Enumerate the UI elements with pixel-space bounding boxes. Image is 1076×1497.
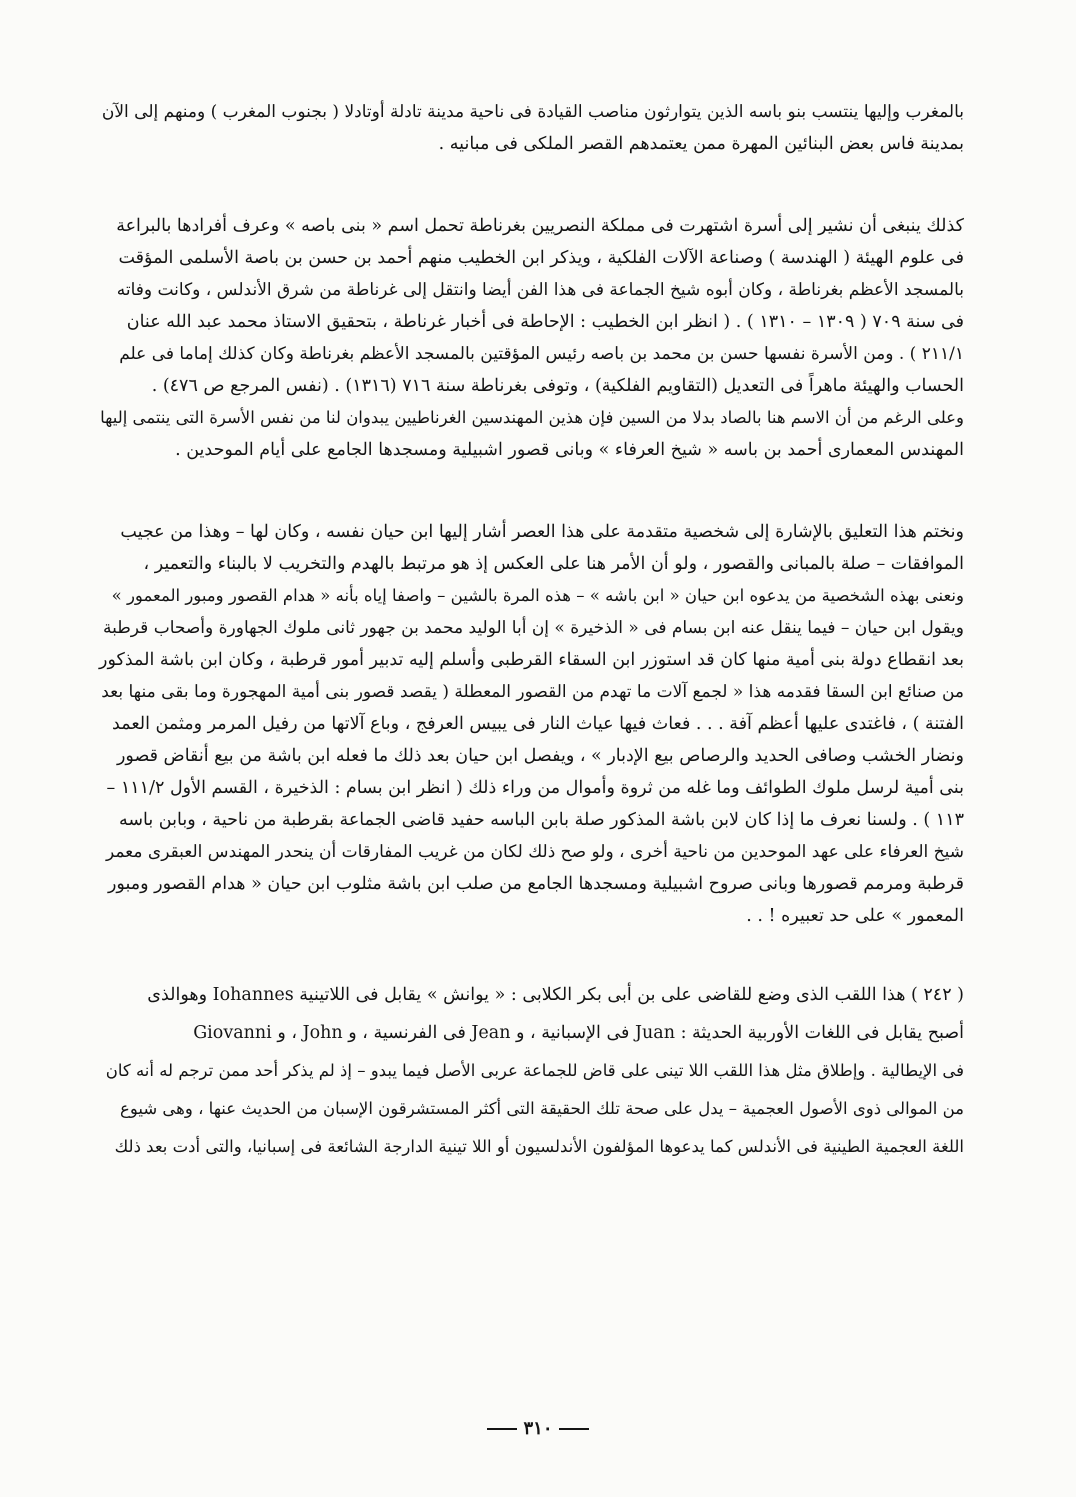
text-line: المعمور » على حد تعبيره ! . . [746, 906, 964, 926]
text-line: بالمغرب وإليها ينتسب بنو باسه الذين يتوارثون مناصب القيادة فى ناحية مدينة تادلة أوتادلا ( بجنوب المغرب ) ومنهم إلى الآن [101, 102, 964, 122]
text-line: ١١٣ ) . ولسنا نعرف ما إذا كان لابن باشة المذكور صلة بابن الباسه حفيد قاضى الجماعة بقرطبة من ناحية ، وبابن باسه [119, 810, 964, 830]
text-line: بالمسجد الأعظم بغرناطة ، وكان أبوه شيخ الجماعة فى هذا الفن أيضا وانتقل إلى غرناطة من شرق الأندلس ، وكانت وفاته [116, 280, 964, 300]
text-line: ونعنى بهذه الشخصية من يدعوه ابن حيان « ابن باشه » – هذه المرة بالشين – واصفا إياه بأنه « هدام القصور ومبور المعمور » [111, 586, 964, 605]
text-line: ويقول ابن حيان – فيما ينقل عنه ابن بسام فى « الذخيرة » إن أبا الوليد محمد بن جهور ثانى ملوك الجهاورة وأصحاب قرطبة [103, 618, 964, 638]
text-line: وعلى الرغم من أن الاسم هنا بالصاد بدلا من السين فإن هذين المهندسين الغرناطيين يبدوان لنا من نفس الأسرة التى ينتمى إليها [100, 408, 964, 427]
text-line: بعد انقطاع دولة بنى أمية منها كان قد استوزر ابن السقاء القرطبى وأسلم إليه تدبير أمور قرطبة ، وكان ابن باشة المذكور [99, 650, 964, 670]
text-line: كذلك ينبغى أن نشير إلى أسرة اشتهرت فى مملكة النصريين بغرناطة تحمل اسم « بنى باصه » وعرف أفرادها بالبراعة [116, 216, 964, 236]
text-line: من صنائع ابن السقا فقدمه هذا « لجمع آلات ما تهدم من القصور المعطلة ( يقصد قصور بنى أمية المهجورة وما بقى منها بعد [101, 682, 964, 702]
text-line: الفتنة ) ، فاغتدى عليها أعظم آفة . . . فعاث فيها عياث النار فى يبيس العرفج ، وباع آلاتها من رفيل المرمر ومثمن العمد [112, 714, 964, 734]
text-line: ٢١١/١ ) . ومن الأسرة نفسها حسن بن محمد بن باصه رئيس المؤقتين بالمسجد الأعظم بغرناطة وكان كذلك إماما فى علم [119, 344, 964, 364]
text-line: المهندس المعمارى أحمد بن باسه « شيخ العرفاء » وبانى قصور اشبيلية ومسجدها الجامع على أيام الموحدين . [175, 440, 964, 460]
text-line: أصبح يقابل فى اللغات الأوربية الحديثة : Juan فى الإسبانية ، و Jean فى الفرنسية ، و John ، و Giovanni [193, 1023, 964, 1043]
text-line: بنى أمية لرسل ملوك الطوائف وما غله من ثروة وأموال من وراء ذلك ( انظر ابن بسام : الذخيرة ، القسم الأول ١١١/٢ – [106, 778, 964, 798]
text-line: الموافقات – صلة بالمبانى والقصور ، ولو أن الأمر هنا على العكس إذ هو مرتبط بالهدم والتخريب لا بالبناء والتعمير ، [143, 554, 964, 574]
text-line: الحساب والهيئة ماهراً فى التعديل (التقاويم الفلكية) ، وتوفى بغرناطة سنة ٧١٦ (١٣١٦) . (نفس المرجع ص ٤٧٦) . [151, 376, 964, 396]
dash-left [487, 1428, 517, 1430]
paragraph-intro [96, 96, 964, 160]
text-line: ونختم هذا التعليق بالإشارة إلى شخصية متقدمة على هذا العصر أشار إليها ابن حيان نفسه ، وكان لها – وهذا من عجيب [120, 522, 964, 542]
text-line: من الموالى ذوى الأصول العجمية – يدل على صحة تلك الحقيقة التى أكثر المستشرقون الإسبان من الحديث عنها ، وهى شيوع [120, 1099, 964, 1118]
text-line: ونضار الخشب وصافى الحديد والرصاص بيع الإدبار » ، ويفصل ابن حيان بعد ذلك ما فعله ابن باشة من بيع أنقاض قصور [116, 746, 964, 766]
text-line: بمدينة فاس بعض البنائين المهرة ممن يعتمدهم القصر الملكى فى مبانيه . [438, 134, 964, 154]
text-line: ( ٢٤٢ ) هذا اللقب الذى وضع للقاضى على بن أبى بكر الكلابى : « يوانش » يقابل فى اللاتينية Iohannes وهوالذى [147, 985, 964, 1005]
text-line: فى سنة ٧٠٩ ( ١٣٠٩ – ١٣١٠ ) . ( انظر ابن الخطيب : الإحاطة فى أخبار غرناطة ، بتحقيق الاستاذ محمد عبد الله عنان [126, 312, 964, 332]
text-line: قرطبة ومرمم قصورها وبانى صروح اشبيلية ومسجدها الجامع من صلب ابن باشة مثلوب ابن حيان « هدام القصور ومبور [107, 874, 964, 894]
text-line: فى الإيطالية . وإطلاق مثل هذا اللقب اللا تينى على قاض للجماعة عربى الأصل فيما يبدو – إذ لم يذكر أحد ممن ترجم له أنه كان [105, 1061, 964, 1080]
paragraph-bani-basah [96, 210, 964, 466]
paragraph-note-242 [96, 976, 964, 1166]
page-number-text: ٣١٠ [523, 1418, 553, 1439]
page-number [0, 1418, 1076, 1439]
paragraph-ibn-basha [96, 516, 964, 932]
text-line: اللغة العجمية الطينية فى الأندلس كما يدعوها المؤلفون الأندلسيون أو اللا تينية الدارجة الشائعة فى إسبانيا، والتى أدت بعد ذلك [114, 1137, 964, 1156]
text-line: شيخ العرفاء على عهد الموحدين من ناحية أخرى ، ولو صح ذلك لكان من غريب المفارقات أن ينحدر المهندس العبقرى معمر [105, 842, 964, 862]
dash-right [559, 1428, 589, 1430]
text-line: فى علوم الهيئة ( الهندسة ) وصناعة الآلات الفلكية ، ويذكر ابن الخطيب منهم أحمد بن حسن بن باصة الأسلمى المؤقت [118, 248, 964, 268]
